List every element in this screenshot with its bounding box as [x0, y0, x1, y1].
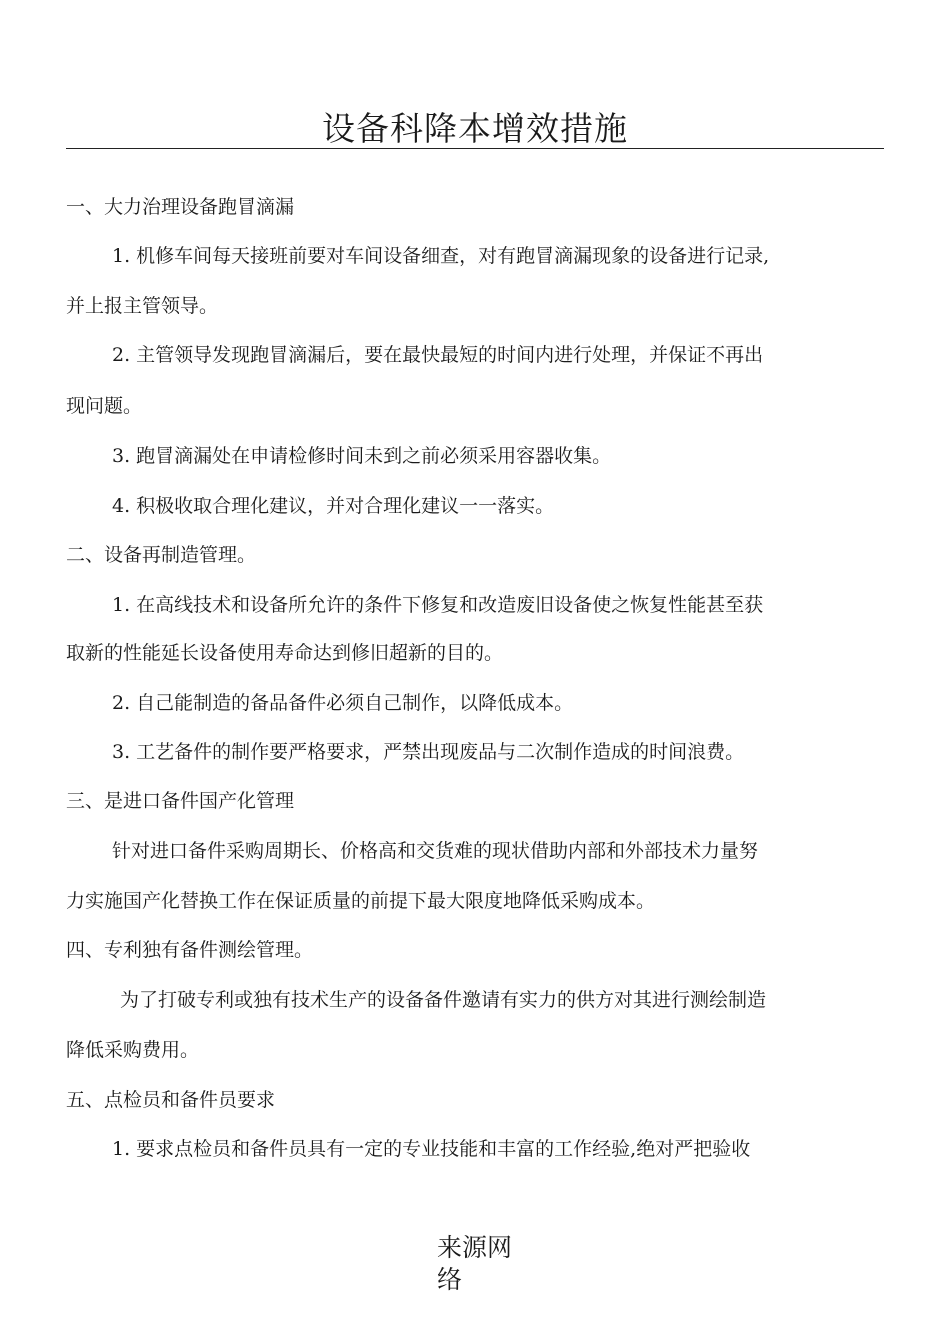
paragraph-line: 1. 机修车间每天接班前要对车间设备细查，对有跑冒滴漏现象的设备进行记录,	[112, 245, 770, 267]
paragraph-line: 4. 积极收取合理化建议，并对合理化建议一一落实。	[112, 495, 555, 517]
paragraph-line: 力实施国产化替换工作在保证质量的前提下最大限度地降低采购成本。	[66, 890, 656, 912]
paragraph-line: 1. 在高线技术和设备所允许的条件下修复和改造废旧设备使之恢复性能甚至获	[112, 594, 764, 616]
footer-line-1: 来源网	[437, 1233, 513, 1262]
paragraph-line: 降低采购费用。	[66, 1039, 200, 1061]
page-title: 设备科降本增效措施	[322, 109, 628, 148]
footer-line-2: 络	[437, 1265, 463, 1294]
paragraph-line: 取新的性能延长设备使用寿命达到修旧超新的目的。	[66, 642, 504, 664]
paragraph-line: 并上报主管领导。	[66, 295, 219, 317]
section-heading-5: 五、点检员和备件员要求	[66, 1089, 276, 1111]
title-underline	[66, 148, 884, 149]
paragraph-line: 为了打破专利或独有技术生产的设备备件邀请有实力的供方对其进行测绘制造	[120, 989, 767, 1011]
paragraph-line: 针对进口备件采购周期长、价格高和交货难的现状借助内部和外部技术力量努	[112, 840, 759, 862]
section-heading-4: 四、专利独有备件测绘管理。	[66, 939, 314, 961]
section-heading-3: 三、是进口备件国产化管理	[66, 790, 295, 812]
paragraph-line: 3. 工艺备件的制作要严格要求，严禁出现废品与二次制作造成的时间浪费。	[112, 741, 745, 763]
paragraph-line: 2. 自己能制造的备品备件必须自己制作，以降低成本。	[112, 692, 574, 714]
paragraph-line: 3. 跑冒滴漏处在申请检修时间未到之前必须采用容器收集。	[112, 445, 612, 467]
source-footer	[437, 1232, 537, 1296]
section-heading-2: 二、设备再制造管理。	[66, 544, 257, 566]
paragraph-line: 1. 要求点检员和备件员具有一定的专业技能和丰富的工作经验,绝对严把验收	[112, 1138, 751, 1160]
paragraph-line: 现问题。	[66, 395, 143, 417]
section-heading-1: 一、大力治理设备跑冒滴漏	[66, 196, 295, 218]
paragraph-line: 2. 主管领导发现跑冒滴漏后，要在最快最短的时间内进行处理，并保证不再出	[112, 344, 764, 366]
